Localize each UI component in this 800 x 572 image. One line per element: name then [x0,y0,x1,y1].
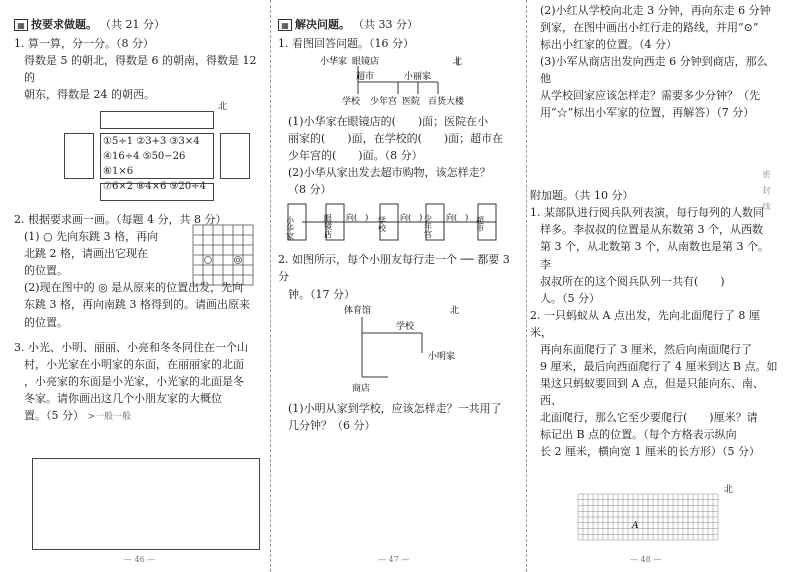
section-heading: ▦ 解决问题。 （共 33 分） [278,16,522,33]
q2-part3: (3)小军从商店出发向西走 6 分钟到商店，那么他 从学校回家应该怎样走？需要多少分钟？（先 用“☆”标出小军家的位置，再解答）（7 分） [540,55,768,120]
bonus-heading: 附加题。（共 10 分） [530,189,634,203]
divider-left [270,0,271,572]
label-cs: 超市 [356,72,375,83]
label-llj: 小丽家 [404,72,432,83]
section-heading: ▦ 按要求做题。 （共 21 分） [14,16,262,33]
side-seal-text: 密 封 线 [762,170,771,210]
divider-right [526,0,527,572]
q1-title: 1. 看图回答问题。（16 分） [278,37,414,51]
label-tyg: 体育馆 [344,305,372,316]
label-school: 学校 [396,321,415,332]
grid-north: 北 [724,485,734,495]
section-icon: ▦ [14,19,28,31]
map-2 [278,303,522,395]
q2-part1: (1) ○ 先向东跳 3 格，再向 北跳 2 格，请画出它现在 的位置。 [14,228,262,279]
column-right [530,0,778,572]
column-left [14,0,262,572]
answer-box[interactable] [32,458,260,550]
north-box[interactable] [100,111,214,129]
route-dir-1: 向( ) [346,213,369,223]
map2-north: 北 [450,305,460,316]
map1-north: 北 [453,57,463,68]
q3: 3. 小光、小明、丽丽、小亮和冬冬同住在一个山 村，小光家在小明家的东面，在丽丽家的北面 ，小亮家的东面是小光家，小光家的北面是冬 冬家。请你画出这几个小朋友家的大概位 置。（5 分） >一般一般 [14,339,262,425]
route-box-5: 超市 [475,216,485,233]
route-box-4: 少年宫 [423,214,433,239]
scribble: >一般一般 [87,411,132,422]
section-icon: ▦ [278,19,292,31]
south-box[interactable] [100,183,214,201]
page-number: — 47 — [378,554,410,564]
q1-text: 得数是 5 的朝北，得数是 6 的朝南，得数是 12 的 朝东，得数是 24 的朝西。 [24,54,257,102]
q2-part1: (1)小明从家到学校，应该怎样走？一共用了 几分钟？（6 分） [288,401,502,432]
compass-diagram [14,102,262,205]
bonus-q1: 1. 某部队进行阅兵队列表演，每行每列的人数同 样多。李叔叔的位置是从东数第 3 个，从西数 第 3 个，从北数第 3 个，从南数也是第 3 个。李 叔叔所在的这个阅兵队列一共有( ) 人。（5 分） [530,204,778,306]
label-bh: 百货大楼 [428,97,465,108]
label-yy: 医院 [402,97,421,108]
route-box-3: 学校 [377,216,387,233]
route-dir-3: 向( ) [446,213,469,223]
label-sd: 商店 [352,383,371,394]
east-box[interactable] [220,133,250,179]
map-1 [278,52,522,108]
label-xx: 学校 [342,97,361,108]
bonus-q2: 2. 一只蚂蚁从 A 点出发，先向北面爬行了 8 厘米， 再向东面爬行了 3 厘米，然后向南面爬行了 9 厘米，最后向西面爬行了 4 厘米到达 B 点。如 果这只蚂蚁要回到 A 点，但是只能向东、南、西、 北面爬行，那么它至少要爬行( )厘米？请 标记出 B 点的位置。（每个方格表示纵向 长 2 厘米，横向宽 1 厘米的长方形）（5 分） [530,307,778,460]
label-sng: 少年宫 [370,97,398,108]
page-number: — 48 — [630,554,662,564]
column-middle [278,0,522,572]
route-dir-2: 向( ) [400,213,423,223]
bonus-q1-body: 样多。李叔叔的位置是从东数第 3 个，从西数 第 3 个，从北数第 3 个，从南数也是第 3 个。李 叔叔所在的这个阅兵队列一共有( ) 人。（5 分） [540,223,769,305]
q1-title: 1. 算一算，分一分。（8 分） [14,37,154,51]
label-xhj: 小华家 [320,57,348,68]
ant-grid[interactable] [574,484,744,542]
label-yjd: 眼镜店 [352,57,380,68]
q2-title: 2. 如图所示，每个小朋友每行走一个 ── 都要 3 分 钟。（17 分） [278,253,510,301]
page-number: — 46 — [124,554,156,564]
expressions-box: ①5÷1 ②3+3 ③3×4 ④16÷4 ⑤50−26 ⑥1×6 ⑦6×2 ⑧4×6 ⑨20÷4 [100,133,214,179]
bonus-q2-body: 再向东面爬行了 3 厘米，然后向南面爬行了 9 厘米，最后向西面爬行了 4 厘米到达 B 点。如 果这只蚂蚁要回到 A 点，但是只能向东、南、西、 北面爬行，那么它至少要爬行( )厘米？请 标记出 B 点的位置。（每个方格表示纵向 长 2 厘米，横向宽 1 厘米的长方形）（5 分） [540,342,778,459]
route-box-1: 小华家 [285,216,295,241]
q2-part2: (2)现在图中的 ◎ 是从原来的位置出发，先向 东跳 3 格，再向南跳 3 格得到的。请画出原来 的位置。 [24,281,250,329]
q3-body: 村，小光家在小明家的东面，在丽丽家的北面 ，小亮家的东面是小光家，小光家的北面是冬 冬家。请你画出这几个小朋友家的大概位 置。（5 分） >一般一般 [24,357,244,422]
north-label: 北 [218,102,228,113]
route-box-2: 眼镜店 [323,214,333,239]
q2-title: 2. 根据要求画一画。（每题 4 分，共 8 分） [14,213,227,227]
label-xmj: 小明家 [428,351,456,362]
grid-6x6[interactable] [192,224,258,286]
point-a-label: A [632,521,639,531]
q1-part1: (1)小华家在眼镜店的( )面；医院在小 丽家的( )面，在学校的( )面；超市在 少年宫的( )面。（8 分） (2)小华从家出发去超市购物，该怎样走？ （8 分） [288,115,504,197]
route-diagram[interactable] [278,200,518,244]
west-box[interactable] [64,133,94,179]
q2-part2: (2)小红从学校向北走 3 分钟，再向东走 6 分钟 到家，在图中画出小红行走的路线，并用“⊙” 标出小红家的位置。（4 分） [540,4,771,52]
